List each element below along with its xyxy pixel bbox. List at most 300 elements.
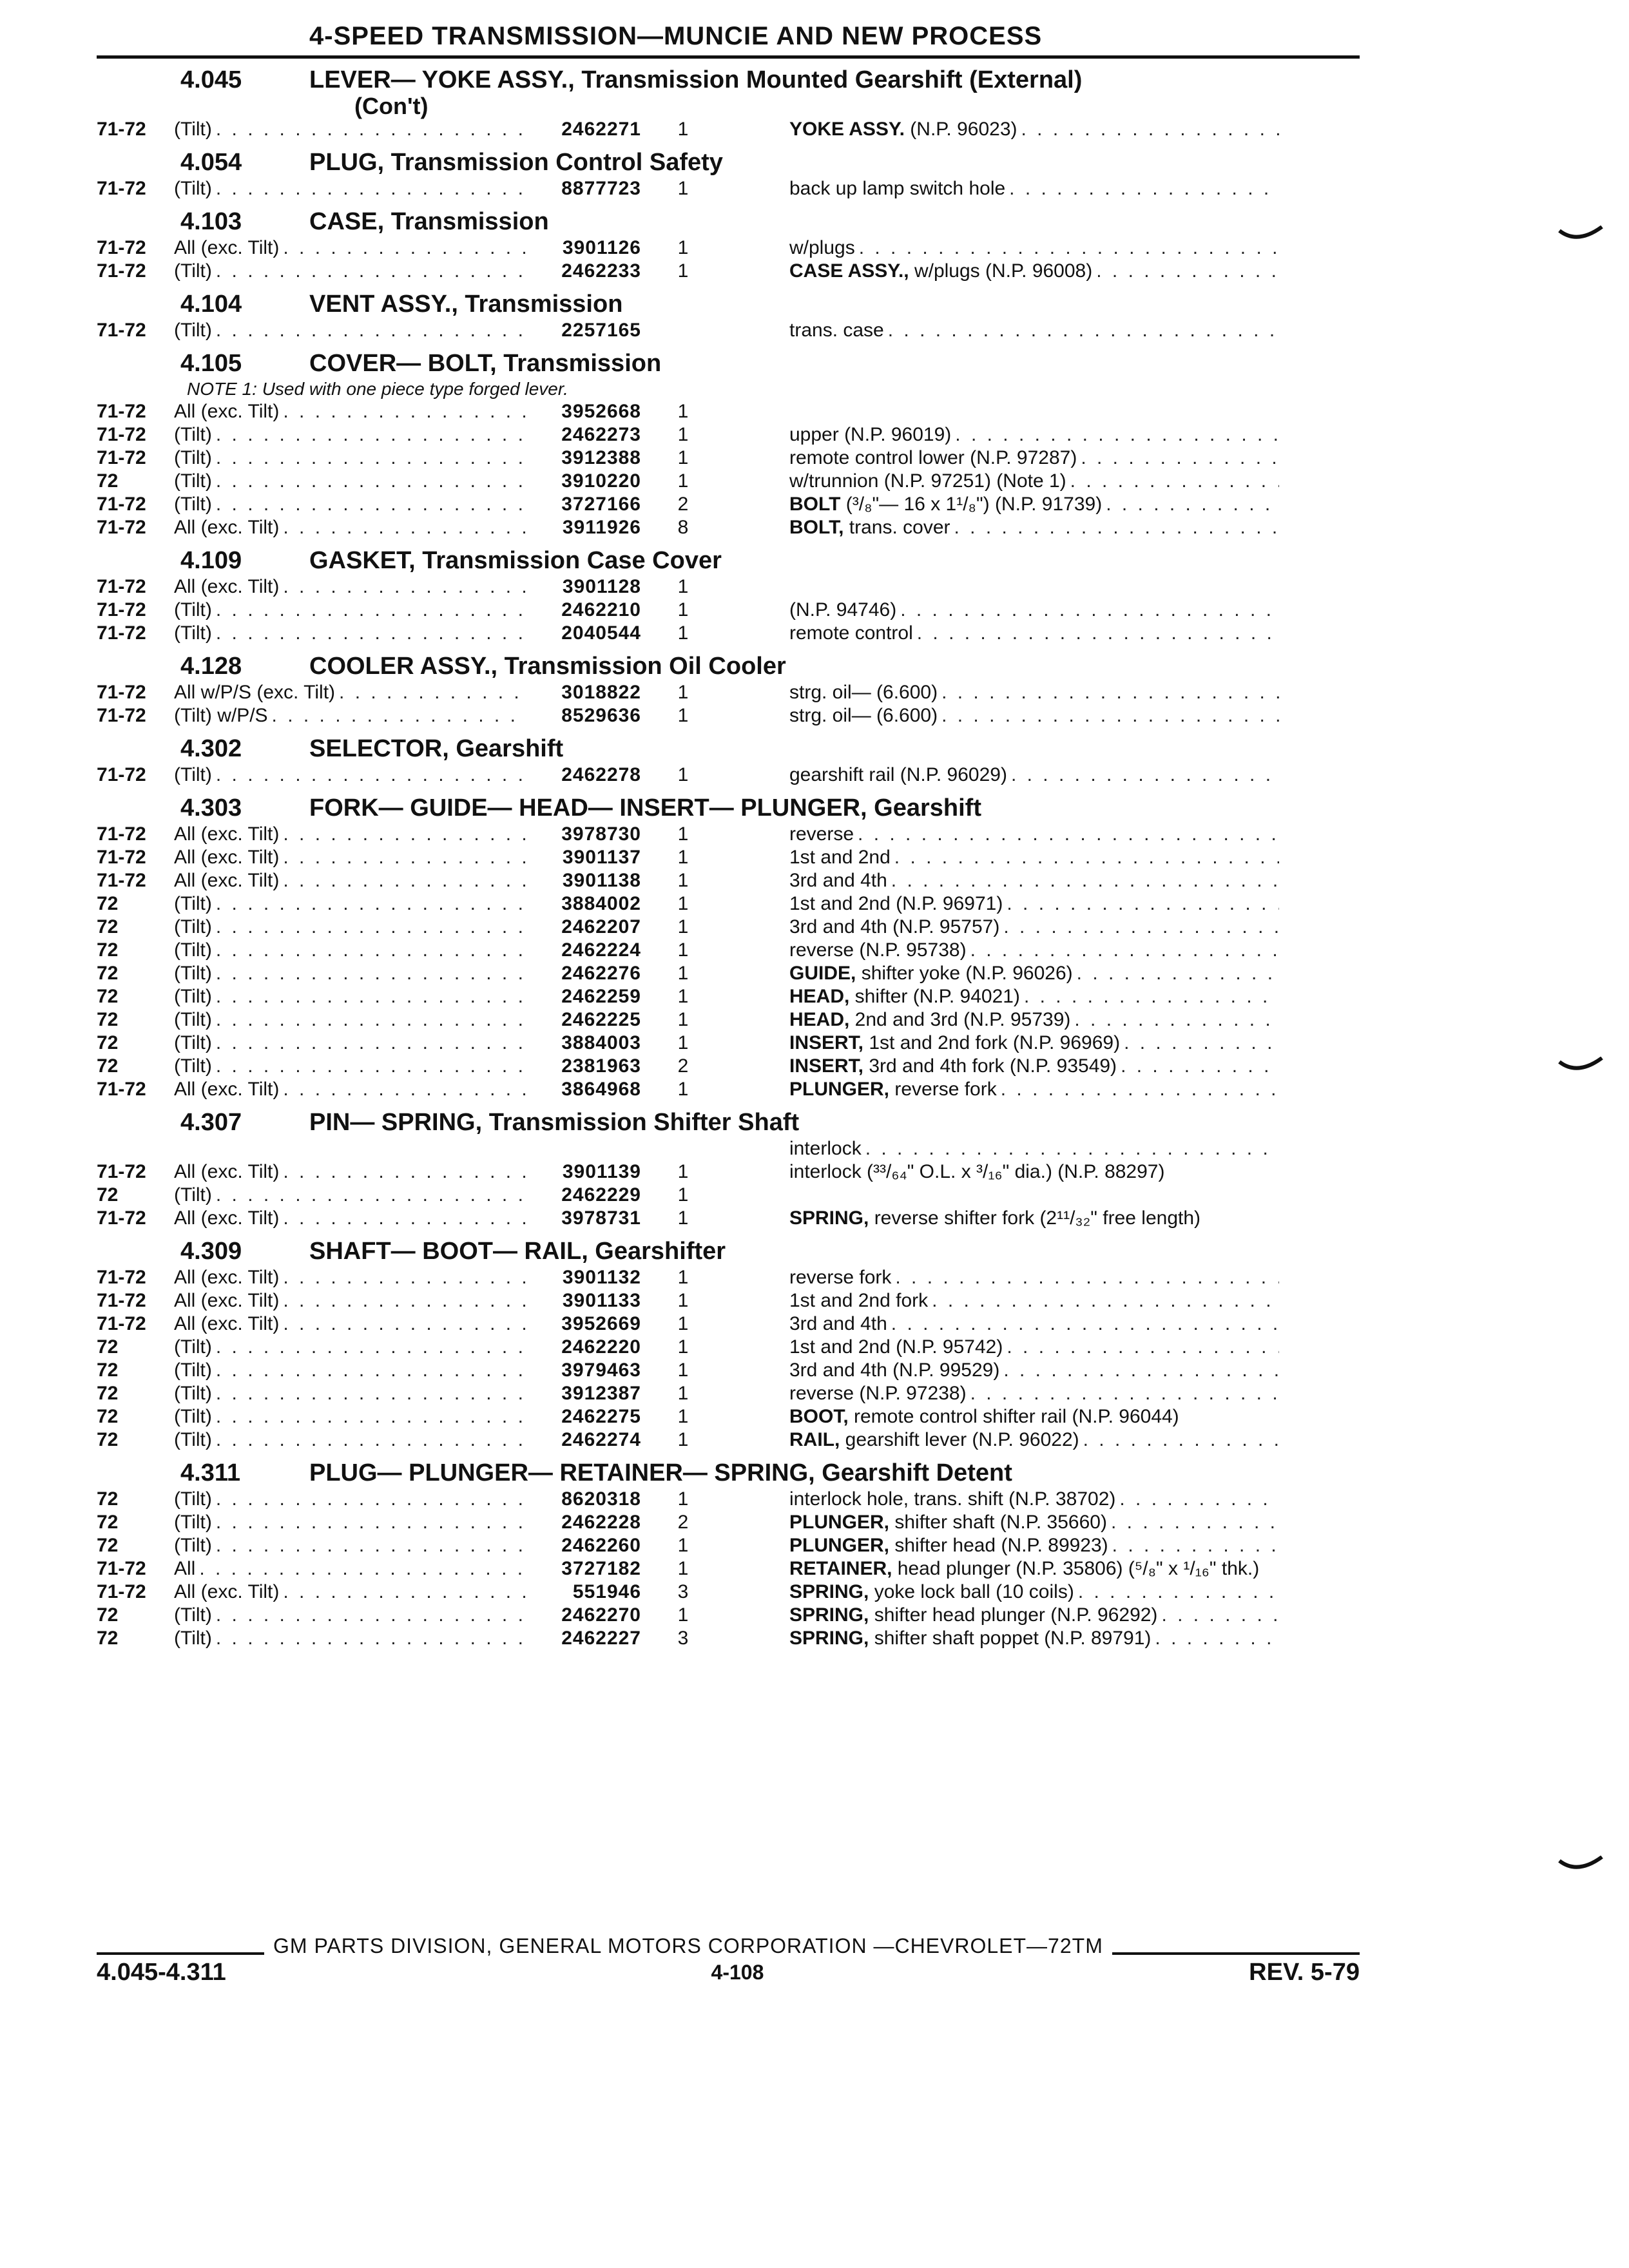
leader-dots <box>900 599 1279 622</box>
section-heading <box>97 793 1360 823</box>
application <box>174 939 525 962</box>
description-text <box>789 260 1096 283</box>
description <box>789 764 1279 787</box>
application <box>174 1312 525 1336</box>
model-years: 71-72 <box>97 178 146 199</box>
leader-dots <box>894 846 1279 869</box>
leader-dots <box>216 1032 525 1055</box>
application-label: (Tilt) <box>174 599 212 620</box>
model-years: 71-72 <box>97 260 146 282</box>
description-detail: reverse shifter fork (2¹¹/₃₂" free length) <box>869 1207 1201 1229</box>
part-number: 2462229 <box>561 1184 641 1206</box>
description-detail: 1st and 2nd (N.P. 95742) <box>789 1336 1003 1358</box>
leader-dots <box>1024 985 1279 1008</box>
description-detail: 3rd and 4th <box>789 1313 887 1334</box>
part-number: 3727182 <box>561 1558 641 1579</box>
leader-dots <box>216 1184 525 1207</box>
description-text <box>789 236 859 260</box>
model-years: 72 <box>97 470 119 492</box>
description <box>789 1488 1279 1511</box>
quantity: 1 <box>677 1429 689 1450</box>
model-years: 72 <box>97 986 119 1007</box>
description-text <box>789 1078 1001 1101</box>
application <box>174 236 525 260</box>
application <box>174 400 525 423</box>
leader-dots <box>216 599 525 622</box>
application-label: (Tilt) <box>174 1055 212 1077</box>
leader-dots <box>1111 1511 1279 1534</box>
parts-sections <box>97 65 1360 1650</box>
quantity: 1 <box>677 401 689 422</box>
footer-info-line <box>97 1959 1360 1986</box>
description-text <box>789 1558 1263 1579</box>
description-keyword: SPRING, <box>789 1581 869 1602</box>
description-text <box>789 447 1081 470</box>
application-label: (Tilt) <box>174 447 212 468</box>
part-row <box>97 939 1360 962</box>
leader-dots <box>283 1266 525 1289</box>
description-text <box>789 1008 1074 1032</box>
description <box>789 704 1279 727</box>
part-number: 2462233 <box>561 260 641 282</box>
catalog-page <box>97 19 1360 2049</box>
part-number: 3952669 <box>561 1313 641 1334</box>
section-4-302 <box>97 734 1360 787</box>
description-text <box>789 622 917 645</box>
application-label: All (exc. Tilt) <box>174 1267 280 1288</box>
quantity: 1 <box>677 870 689 891</box>
application <box>174 704 525 727</box>
description <box>789 1359 1279 1382</box>
leader-dots <box>216 1382 525 1405</box>
part-number: 3901126 <box>562 237 641 258</box>
description-detail: (N.P. 96023) <box>904 119 1017 140</box>
section-number: 4.054 <box>180 149 242 176</box>
description-keyword: BOOT, <box>789 1406 849 1427</box>
application <box>174 260 525 283</box>
description-keyword: YOKE ASSY. <box>789 119 905 140</box>
application <box>174 1604 525 1627</box>
leader-dots <box>216 118 525 141</box>
leader-dots <box>283 823 525 846</box>
section-heading <box>97 289 1360 319</box>
model-years: 72 <box>97 893 119 914</box>
part-number: 2462260 <box>561 1535 641 1556</box>
section-4-054 <box>97 148 1360 200</box>
model-years: 71-72 <box>97 1207 146 1229</box>
quantity: 3 <box>677 1628 689 1649</box>
description-detail: interlock <box>789 1138 862 1159</box>
part-number: 2462276 <box>561 963 641 984</box>
description-text <box>789 1627 1155 1650</box>
part-row <box>97 177 1360 200</box>
description-detail: reverse (N.P. 97238) <box>789 1383 967 1404</box>
application <box>174 1032 525 1055</box>
footer-rule-left <box>97 1952 264 1955</box>
application-label: (Tilt) <box>174 470 212 492</box>
description-detail: interlock hole, trans. shift (N.P. 38702) <box>789 1488 1116 1510</box>
application <box>174 681 525 704</box>
leader-dots <box>216 493 525 516</box>
description-detail: trans. cover <box>843 517 950 538</box>
leader-dots <box>1021 118 1279 141</box>
application-label: (Tilt) <box>174 1336 212 1358</box>
quantity: 1 <box>677 178 689 199</box>
quantity: 1 <box>677 1009 689 1030</box>
application-label: All (exc. Tilt) <box>174 1313 280 1334</box>
section-title: PLUG, Transmission Control Safety <box>309 149 723 176</box>
application <box>174 177 525 200</box>
description-text <box>789 1055 1121 1078</box>
model-years: 71-72 <box>97 1079 146 1100</box>
description <box>789 1534 1279 1557</box>
description-detail: trans. case <box>789 320 884 341</box>
leader-dots <box>1074 1008 1279 1032</box>
leader-dots <box>1077 962 1279 985</box>
application-label: (Tilt) <box>174 1406 212 1427</box>
description-keyword: INSERT, <box>789 1032 864 1053</box>
description-detail: reverse fork <box>789 1267 892 1288</box>
application <box>174 1488 525 1511</box>
section-number: 4.105 <box>180 350 242 377</box>
page-footer <box>97 1933 1360 1986</box>
application-label: (Tilt) <box>174 424 212 445</box>
application-label: All (exc. Tilt) <box>174 1207 280 1229</box>
application-label: (Tilt) <box>174 320 212 341</box>
description-text <box>789 516 954 539</box>
description-text <box>789 939 970 962</box>
description-detail: yoke lock ball (10 coils) <box>869 1581 1074 1602</box>
model-years: 71-72 <box>97 401 146 422</box>
part-number: 3018822 <box>561 682 641 703</box>
application-label: (Tilt) <box>174 178 212 199</box>
application-label: All (exc. Tilt) <box>174 1290 280 1311</box>
part-number: 3901138 <box>562 870 641 891</box>
part-number: 2462274 <box>561 1429 641 1450</box>
application <box>174 892 525 916</box>
application-label: All (exc. Tilt) <box>174 576 280 597</box>
description-detail: reverse <box>789 823 854 845</box>
part-row <box>97 1627 1360 1650</box>
application <box>174 962 525 985</box>
leader-dots <box>1106 493 1279 516</box>
description-detail: 3rd and 4th fork (N.P. 93549) <box>863 1055 1117 1077</box>
application-label: (Tilt) <box>174 1184 212 1206</box>
section-heading <box>97 207 1360 236</box>
section-title: PIN— SPRING, Transmission Shifter Shaft <box>309 1109 800 1136</box>
leader-dots <box>932 1289 1279 1312</box>
section-heading <box>97 546 1360 575</box>
part-row <box>97 447 1360 470</box>
description <box>789 1312 1279 1336</box>
margin-tick-mark <box>1558 1057 1603 1076</box>
quantity: 1 <box>677 1383 689 1404</box>
model-years: 72 <box>97 1488 119 1510</box>
application <box>174 1511 525 1534</box>
description-keyword: GUIDE, <box>789 963 856 984</box>
part-number: 3978731 <box>561 1207 641 1229</box>
application <box>174 575 525 599</box>
leader-dots <box>941 681 1279 704</box>
section-4-103 <box>97 207 1360 283</box>
description-keyword: HEAD, <box>789 986 850 1007</box>
leader-dots <box>216 1405 525 1428</box>
model-years: 72 <box>97 939 119 961</box>
description <box>789 622 1279 645</box>
description-detail: reverse (N.P. 95738) <box>789 939 967 961</box>
leader-dots <box>1078 1581 1279 1604</box>
application <box>174 1184 525 1207</box>
part-number: 2462275 <box>561 1406 641 1427</box>
part-row <box>97 1312 1360 1336</box>
leader-dots <box>216 423 525 447</box>
description-detail: 3rd and 4th <box>789 870 887 891</box>
section-title: SELECTOR, Gearshift <box>309 735 564 762</box>
section-note: NOTE 1: Used with one piece type forged lever. <box>187 379 568 399</box>
model-years: 71-72 <box>97 1313 146 1334</box>
leader-dots <box>865 1137 1279 1160</box>
application-label: (Tilt) <box>174 1360 212 1381</box>
application-label: (Tilt) <box>174 1604 212 1626</box>
leader-dots <box>858 823 1279 846</box>
part-row <box>97 260 1360 283</box>
leader-dots <box>1003 1359 1279 1382</box>
description-detail: interlock (³³/₆₄" O.L. x ³/₁₆" dia.) (N.P. 88297) <box>789 1161 1165 1182</box>
leader-dots <box>283 236 525 260</box>
leader-dots <box>216 1055 525 1078</box>
part-number: 2462278 <box>561 764 641 785</box>
description-detail: 1st and 2nd <box>789 847 891 868</box>
leader-dots <box>216 260 525 283</box>
description-text <box>789 423 955 447</box>
part-row <box>97 400 1360 423</box>
quantity: 1 <box>677 1336 689 1358</box>
model-years: 72 <box>97 916 119 937</box>
part-row <box>97 1266 1360 1289</box>
description-text <box>789 962 1077 985</box>
part-number: 3727166 <box>561 494 641 515</box>
description <box>789 1078 1279 1101</box>
quantity: 1 <box>677 986 689 1007</box>
part-row <box>97 622 1360 645</box>
quantity: 1 <box>677 682 689 703</box>
description <box>789 447 1279 470</box>
section-number: 4.309 <box>180 1238 242 1265</box>
part-number: 2040544 <box>561 622 641 644</box>
part-row <box>97 493 1360 516</box>
description-detail: strg. oil— (6.600) <box>789 682 938 703</box>
description-detail: shifter yoke (N.P. 96026) <box>856 963 1073 984</box>
section-title: FORK— GUIDE— HEAD— INSERT— PLUNGER, Gearshift <box>309 794 981 822</box>
description-detail: w/trunnion (N.P. 97251) (Note 1) <box>789 470 1066 492</box>
application-label: All (exc. Tilt) <box>174 1581 280 1602</box>
leader-dots <box>1070 470 1279 493</box>
description-detail: 2nd and 3rd (N.P. 95739) <box>849 1009 1071 1030</box>
part-number: 2462225 <box>561 1009 641 1030</box>
section-number: 4.302 <box>180 735 242 762</box>
application-label: (Tilt) <box>174 1383 212 1404</box>
section-number: 4.045 <box>180 66 242 93</box>
footer-rule-right <box>1112 1952 1360 1955</box>
part-row <box>97 1137 1360 1160</box>
application-label: (Tilt) <box>174 260 212 282</box>
leader-dots <box>216 1428 525 1452</box>
application-label: (Tilt) <box>174 119 212 140</box>
description <box>789 177 1279 200</box>
leader-dots <box>216 764 525 787</box>
part-row <box>97 704 1360 727</box>
application <box>174 1207 525 1230</box>
description <box>789 962 1279 985</box>
application <box>174 1078 525 1101</box>
part-row <box>97 1207 1360 1230</box>
section-heading <box>97 734 1360 764</box>
application <box>174 470 525 493</box>
part-row <box>97 319 1360 342</box>
part-row <box>97 823 1360 846</box>
quantity: 8 <box>677 517 689 538</box>
description-detail: upper (N.P. 96019) <box>789 424 952 445</box>
model-years: 71-72 <box>97 682 146 703</box>
description-text <box>789 1534 1112 1557</box>
part-number: 3911926 <box>562 517 641 538</box>
model-years: 71-72 <box>97 447 146 468</box>
leader-dots <box>283 516 525 539</box>
description-detail: shifter head plunger (N.P. 96292) <box>869 1604 1158 1626</box>
quantity: 1 <box>677 424 689 445</box>
model-years: 72 <box>97 1512 119 1533</box>
leader-dots <box>1009 177 1279 200</box>
description-text <box>789 1207 1204 1229</box>
part-number: 3978730 <box>561 823 641 845</box>
part-number: 2257165 <box>561 320 641 341</box>
description-keyword: HEAD, <box>789 1009 850 1030</box>
section-subtitle: (Con't) <box>354 93 429 119</box>
description <box>789 1055 1279 1078</box>
description-detail: back up lamp switch hole <box>789 178 1006 199</box>
description-keyword: BOLT, <box>789 517 844 538</box>
leader-dots <box>283 869 525 892</box>
model-years: 71-72 <box>97 1290 146 1311</box>
description-text <box>789 1488 1119 1511</box>
section-heading <box>97 349 1360 378</box>
description-text <box>789 1382 970 1405</box>
quantity: 1 <box>677 963 689 984</box>
description <box>789 1604 1279 1627</box>
section-title: LEVER— YOKE ASSY., Transmission Mounted Gearshift (External) <box>309 66 1083 93</box>
quantity: 1 <box>677 1184 689 1206</box>
part-row <box>97 1557 1360 1581</box>
model-years: 71-72 <box>97 705 146 726</box>
margin-tick-mark <box>1558 1856 1603 1875</box>
leader-dots <box>216 1511 525 1534</box>
part-row <box>97 681 1360 704</box>
section-4-303 <box>97 793 1360 1101</box>
section-title: VENT ASSY., Transmission <box>309 291 623 318</box>
application <box>174 622 525 645</box>
description-detail: remote control shifter rail (N.P. 96044) <box>848 1406 1179 1427</box>
description-detail: gearshift lever (N.P. 96022) <box>840 1429 1079 1450</box>
leader-dots <box>283 1312 525 1336</box>
description <box>789 1511 1279 1534</box>
part-number: 8529636 <box>561 705 641 726</box>
application-label: All <box>174 1558 196 1579</box>
model-years: 71-72 <box>97 320 146 341</box>
application-label: (Tilt) <box>174 1429 212 1450</box>
leader-dots <box>272 704 525 727</box>
description <box>789 823 1279 846</box>
leader-dots <box>1119 1488 1279 1511</box>
quantity: 1 <box>677 1290 689 1311</box>
leader-dots <box>1003 916 1279 939</box>
description <box>789 1557 1279 1581</box>
model-years: 71-72 <box>97 599 146 620</box>
description <box>789 236 1279 260</box>
model-years: 71-72 <box>97 847 146 868</box>
model-years: 72 <box>97 1360 119 1381</box>
part-number: 3901133 <box>562 1290 641 1311</box>
section-heading <box>97 148 1360 177</box>
application <box>174 1055 525 1078</box>
description <box>789 493 1279 516</box>
part-number: 3901139 <box>562 1161 641 1182</box>
description <box>789 1266 1279 1289</box>
leader-dots <box>199 1557 525 1581</box>
leader-dots <box>283 1160 525 1184</box>
description-text <box>789 823 858 846</box>
part-number: 2462220 <box>561 1336 641 1358</box>
description-text <box>789 1336 1007 1359</box>
part-number: 2462228 <box>561 1512 641 1533</box>
part-row <box>97 599 1360 622</box>
description <box>789 599 1279 622</box>
section-number: 4.104 <box>180 291 242 318</box>
part-number: 2462259 <box>561 986 641 1007</box>
description-detail: (³/₈"— 16 x 1¹/₈") (N.P. 91739) <box>840 494 1103 515</box>
leader-dots <box>891 1312 1279 1336</box>
part-number: 3952668 <box>561 401 641 422</box>
leader-dots <box>1081 447 1279 470</box>
description <box>789 319 1279 342</box>
part-row <box>97 1604 1360 1627</box>
model-years: 71-72 <box>97 1161 146 1182</box>
leader-dots <box>888 319 1279 342</box>
section-title: SHAFT— BOOT— RAIL, Gearshifter <box>309 1238 726 1265</box>
application-label: All (exc. Tilt) <box>174 870 280 891</box>
application-label: All (exc. Tilt) <box>174 517 280 538</box>
part-number: 3910220 <box>561 470 641 492</box>
description-text <box>789 985 1024 1008</box>
application-label: All (exc. Tilt) <box>174 1079 280 1100</box>
leader-dots <box>216 1008 525 1032</box>
section-4-311 <box>97 1458 1360 1650</box>
description-text <box>789 1428 1083 1452</box>
part-row <box>97 1078 1360 1101</box>
application <box>174 1289 525 1312</box>
application <box>174 985 525 1008</box>
application <box>174 1382 525 1405</box>
leader-dots <box>1161 1604 1279 1627</box>
quantity: 1 <box>677 1032 689 1053</box>
description <box>789 1008 1279 1032</box>
quantity: 1 <box>677 119 689 140</box>
description-text <box>789 1312 891 1336</box>
description-text <box>789 493 1106 516</box>
leader-dots <box>216 1336 525 1359</box>
leader-dots <box>339 681 525 704</box>
section-title: PLUG— PLUNGER— RETAINER— SPRING, Gearshift Detent <box>309 1459 1012 1486</box>
section-4-309 <box>97 1236 1360 1452</box>
